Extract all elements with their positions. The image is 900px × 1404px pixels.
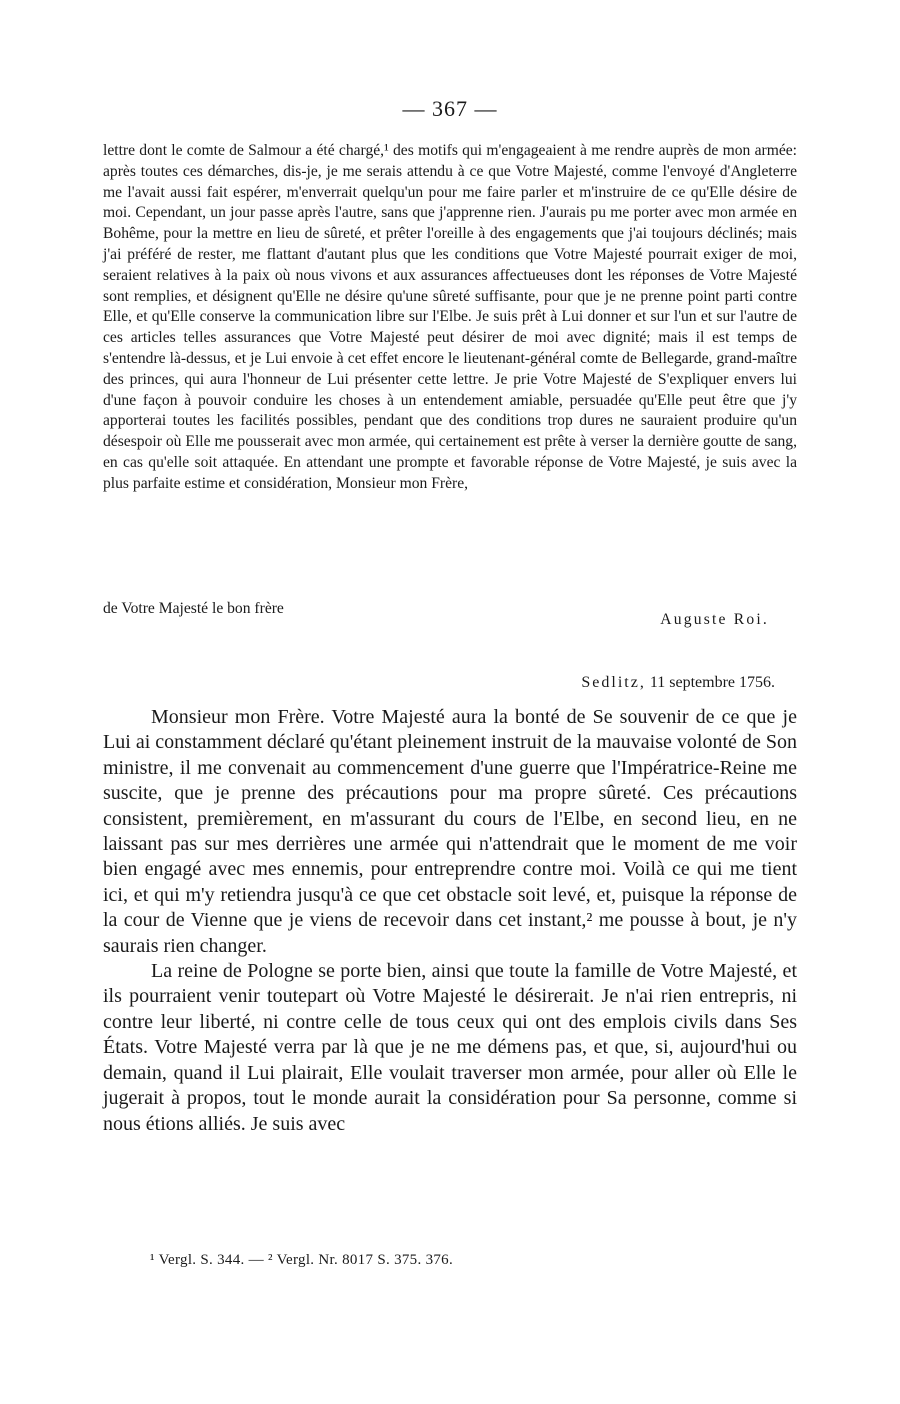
letter-from-frederick: [103, 705, 797, 1137]
letter-paragraph-1: Monsieur mon Frère. Votre Majesté aura la bonté de Se souvenir de ce que je Lui ai constamment déclaré qu'étant pleinement instruit de la mauvaise volonté de Son ministre, il me convenait au commencement d'une guerre que l'Impératrice-Reine me suscite, que je prenne des précautions pour ma propre sûreté. Ces précautions consistent, premièrement, en m'assurant du cours de l'Elbe, en second lieu, en ne laissant pas sur mes derrières une armée qui n'attendrait que le moment de me voir bien engagé avec mes ennemis, pour entreprendre contre moi. Voilà ce qui me tient ici, et qui m'y retiendra jusqu'à ce que cet obstacle soit levé, et, puisque la réponse de la cour de Vienne que je viens de recevoir dans cet instant,² me pousse à bout, je n'y saurais rien changer.: [103, 706, 797, 957]
dateline: [103, 674, 775, 692]
letter-body: lettre dont le comte de Salmour a été chargé,¹ des motifs qui m'engageaient à me rendre auprès de mon armée: après toutes ces démarches, dis-je, je me serais attendu à ce que Votre Majesté, comme l'envoyé d'Angleterre me l'avait aussi fait espérer, m'enverrait quelqu'un pour me faire parler et m'instruire de ce qu'Elle désire de moi. Cependant, un jour passe après l'autre, sans que j'apprenne rien. J'aurais pu me porter avec mon armée en Bohême, pour la mettre en lieu de sûreté, et prêter l'oreille à des engagements que j'ai toujours déclinés; mais j'ai préféré de rester, me flattant d'autant plus que les conditions que Votre Majesté pourrait exiger de moi, seraient relatives à la paix où nous vivons et aux assurances affectueuses dont les réponses de Votre Majesté sont remplies, et désignent qu'Elle ne désire qu'une sûreté suffisante, pour que je ne prenne point parti contre Elle, et qu'Elle conserve la communication libre sur l'Elbe. Je suis prêt à Lui donner et sur l'un et sur l'autre de ces articles telles assurances que Votre Majesté peut désirer de moi avec dignité; mais il est temps de s'entendre là-dessus, et je Lui envoie à cet effet encore le lieutenant-général comte de Bellegarde, grand-maître des princes, qui aura l'honneur de Lui présenter cette lettre. Je prie Votre Majesté de S'expliquer envers lui d'une façon à pouvoir conduire les choses à un entendement amiable, persuadée qu'Elle peut être que j'y apporterai toutes les facilités possibles, pendant que des conditions trop dures ne sauraient produire qu'un désespoir où Elle me pousserait avec mon armée, qui certainement est prête à verser la dernière goutte de sang, en cas qu'elle soit attaquée. En attendant une prompte et favorable réponse de Votre Majesté, je suis avec la plus parfaite estime et considération, Monsieur mon Frère,: [103, 142, 797, 492]
footnotes: ¹ Vergl. S. 344. — ² Vergl. Nr. 8017 S. 375. 376.: [150, 1252, 454, 1268]
page-number: — 367 —: [402, 96, 498, 121]
dateline-place: Sedlitz,: [581, 674, 646, 691]
dateline-date: 11 septembre 1756.: [649, 674, 775, 691]
letter-closing: de Votre Majesté le bon frère: [103, 600, 284, 617]
letter-from-auguste: [103, 141, 797, 495]
letter-closing-block: [103, 599, 797, 631]
letter-paragraph-2: La reine de Pologne se porte bien, ainsi que toute la famille de Votre Majesté, et ils pourraient venir toutepart où Votre Majesté le désirerait. Je n'ai rien entrepris, ni contre leur liberté, ni contre celle de tous ceux qui ont des emplois civils dans Ses États. Votre Majesté verra par là que je ne me démens pas, et que, si, aujourd'hui ou demain, quand il Lui plairait, Elle voulait traverser mon armée, pour aller où Elle le jugerait à propos, tout le monde aurait la considération pour Sa personne, comme si nous étions alliés. Je suis avec: [103, 960, 797, 1135]
letter-signature: Auguste Roi.: [660, 611, 769, 628]
